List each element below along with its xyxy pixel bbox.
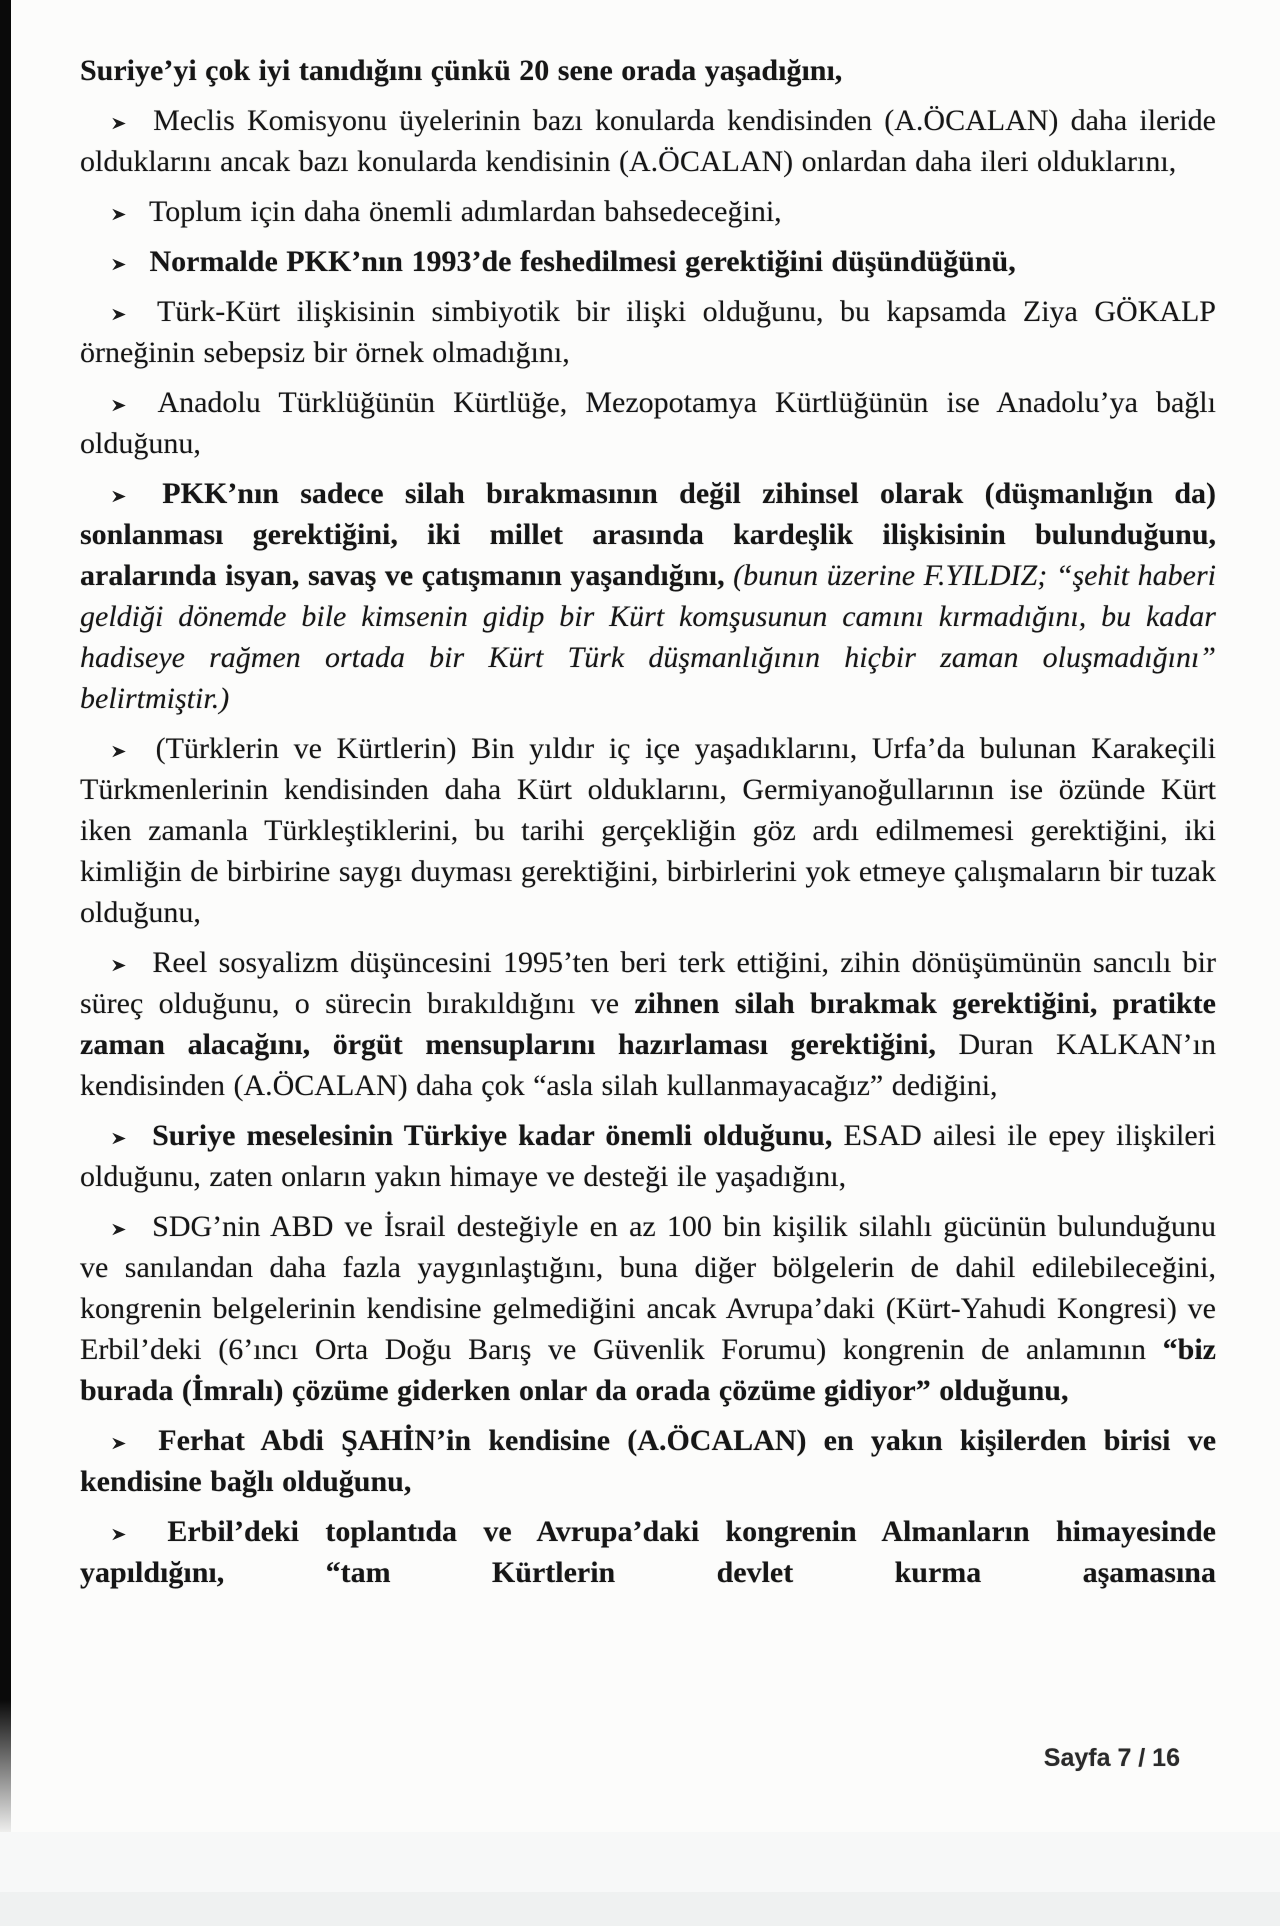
text-segment: “biz burada (İmralı) çözüme giderken onlar da orada çözüme gidiyor” olduğunu, bbox=[80, 1333, 1216, 1407]
text-segment: zihnen silah bırakmak gerektiğini, pratikte zaman alacağını, örgüt mensuplarını hazırlaması gerektiğini, bbox=[80, 987, 1216, 1061]
text-segment: Suriye’yi çok iyi tanıdığını çünkü 20 sene orada yaşadığını, bbox=[80, 54, 843, 87]
text-segment: (Türklerin ve Kürtlerin) Bin yıldır iç içe yaşadıklarını, Urfa’da bulunan Karakeçili Türkmenlerinin kendisinden daha Kürt olduklarını, Germiyanoğullarının ise özünde Kürt iken zamanla Türkleştiklerini, bu tarihi gerçekliğin göz ardı edilmemesi gerektiğini, iki kimliğin de birbirine saygı duyması gerektiğini, birbirlerini yok etmeye çalışmaların bir tuzak olduğunu, bbox=[80, 732, 1216, 929]
document-body bbox=[80, 50, 1216, 1593]
bullet-arrowhead-icon bbox=[110, 241, 128, 282]
bullet-arrowhead-icon bbox=[110, 942, 128, 983]
paragraph-13 bbox=[80, 1511, 1216, 1593]
text-segment: PKK’nın sadece silah bırakmasının değil zihinsel olarak (düşmanlığın da) sonlanması gerektiğini, iki millet arasında kardeşlik ilişkisinin bulunduğunu, aralarında isyan, savaş ve çatışmanın yaşandığını, bbox=[80, 477, 1216, 592]
text-segment: Toplum için daha önemli adımlardan bahsedeceğini, bbox=[148, 195, 782, 228]
bullet-arrowhead-icon bbox=[110, 382, 128, 423]
paragraph-2 bbox=[80, 100, 1216, 182]
paragraph-12 bbox=[80, 1420, 1216, 1502]
bullet-arrowhead-icon bbox=[110, 728, 128, 769]
page-number: Sayfa 7 / 16 bbox=[1043, 1744, 1180, 1772]
text-segment: Anadolu Türklüğünün Kürtlüğe, Mezopotamya Kürtlüğünün ise Anadolu’ya bağlı olduğunu, bbox=[80, 386, 1216, 460]
bullet-arrowhead-icon bbox=[110, 1511, 128, 1552]
text-segment: Normalde PKK’nın 1993’de feshedilmesi gerektiğini düşündüğünü, bbox=[149, 245, 1016, 278]
bullet-arrowhead-icon bbox=[110, 1206, 128, 1247]
bullet-arrowhead-icon bbox=[110, 191, 128, 232]
paragraph-11 bbox=[80, 1206, 1216, 1411]
paragraph-7 bbox=[80, 473, 1216, 719]
text-segment: Duran KALKAN’ın kendisinden (A.ÖCALAN) daha çok “asla silah kullanmayacağız” dediğini, bbox=[80, 1028, 1216, 1102]
text-segment: Türk-Kürt ilişkisinin simbiyotik bir ilişki olduğunu, bu kapsamda Ziya GÖKALP örneğinin sebepsiz bir örnek olmadığını, bbox=[80, 295, 1216, 369]
text-segment: Suriye meselesinin Türkiye kadar önemli olduğunu, bbox=[152, 1119, 833, 1152]
paragraph-1 bbox=[80, 50, 1216, 91]
text-segment: Reel sosyalizm düşüncesini 1995’ten beri terk ettiğini, zihin dönüşümünün sancılı bir süreç olduğunu, o sürecin bırakıldığını ve bbox=[80, 946, 1216, 1020]
paragraph-5 bbox=[80, 291, 1216, 373]
paragraph-3 bbox=[80, 191, 1216, 232]
bullet-arrowhead-icon bbox=[110, 1115, 128, 1156]
paragraph-10 bbox=[80, 1115, 1216, 1197]
text-segment: ESAD ailesi ile epey ilişkileri olduğunu, zaten onların yakın himaye ve desteği ile yaşadığını, bbox=[80, 1119, 1217, 1193]
text-segment: Erbil’deki toplantıda ve Avrupa’daki kongrenin Almanların himayesinde yapıldığını, “tam Kürtlerin devlet kurma aşamasına bbox=[80, 1515, 1216, 1589]
bullet-arrowhead-icon bbox=[110, 100, 128, 141]
text-segment: Meclis Komisyonu üyelerinin bazı konularda kendisinden (A.ÖCALAN) daha ileride olduklarını ancak bazı konularda kendisinin (A.ÖCALAN) onlardan daha ileri olduklarını, bbox=[80, 104, 1216, 178]
text-segment: SDG’nin ABD ve İsrail desteğiyle en az 100 bin kişilik silahlı gücünün bulunduğunu ve sanılandan daha fazla yaygınlaştığını, buna diğer bölgelerin de dahil edilebileceğini, kongrenin belgelerinin kendisine gelmediğini ancak Avrupa’daki (Kürt-Yahudi Kongresi) ve Erbil’deki (6’ıncı Orta Doğu Barış ve Güvenlik Forumu) kongrenin de anlamının bbox=[80, 1210, 1217, 1366]
paragraph-8 bbox=[80, 728, 1216, 933]
bullet-arrowhead-icon bbox=[110, 1420, 128, 1461]
bullet-arrowhead-icon bbox=[110, 473, 128, 514]
bullet-arrowhead-icon bbox=[110, 291, 128, 332]
text-segment: (bunun üzerine F.YILDIZ; “şehit haberi geldiği dönemde bile kimsenin gidip bir Kürt komşusunun camını kırmadığını, bu kadar hadiseye rağmen ortada bir Kürt Türk düşmanlığının hiçbir zaman oluşmadığını” belirtmiştir.) bbox=[80, 559, 1217, 715]
paragraph-4 bbox=[80, 241, 1216, 282]
text-segment: Ferhat Abdi ŞAHİN’in kendisine (A.ÖCALAN) en yakın kişilerden birisi ve kendisine bağlı olduğunu, bbox=[80, 1424, 1217, 1498]
paragraph-9 bbox=[80, 942, 1216, 1106]
paragraph-6 bbox=[80, 382, 1216, 464]
